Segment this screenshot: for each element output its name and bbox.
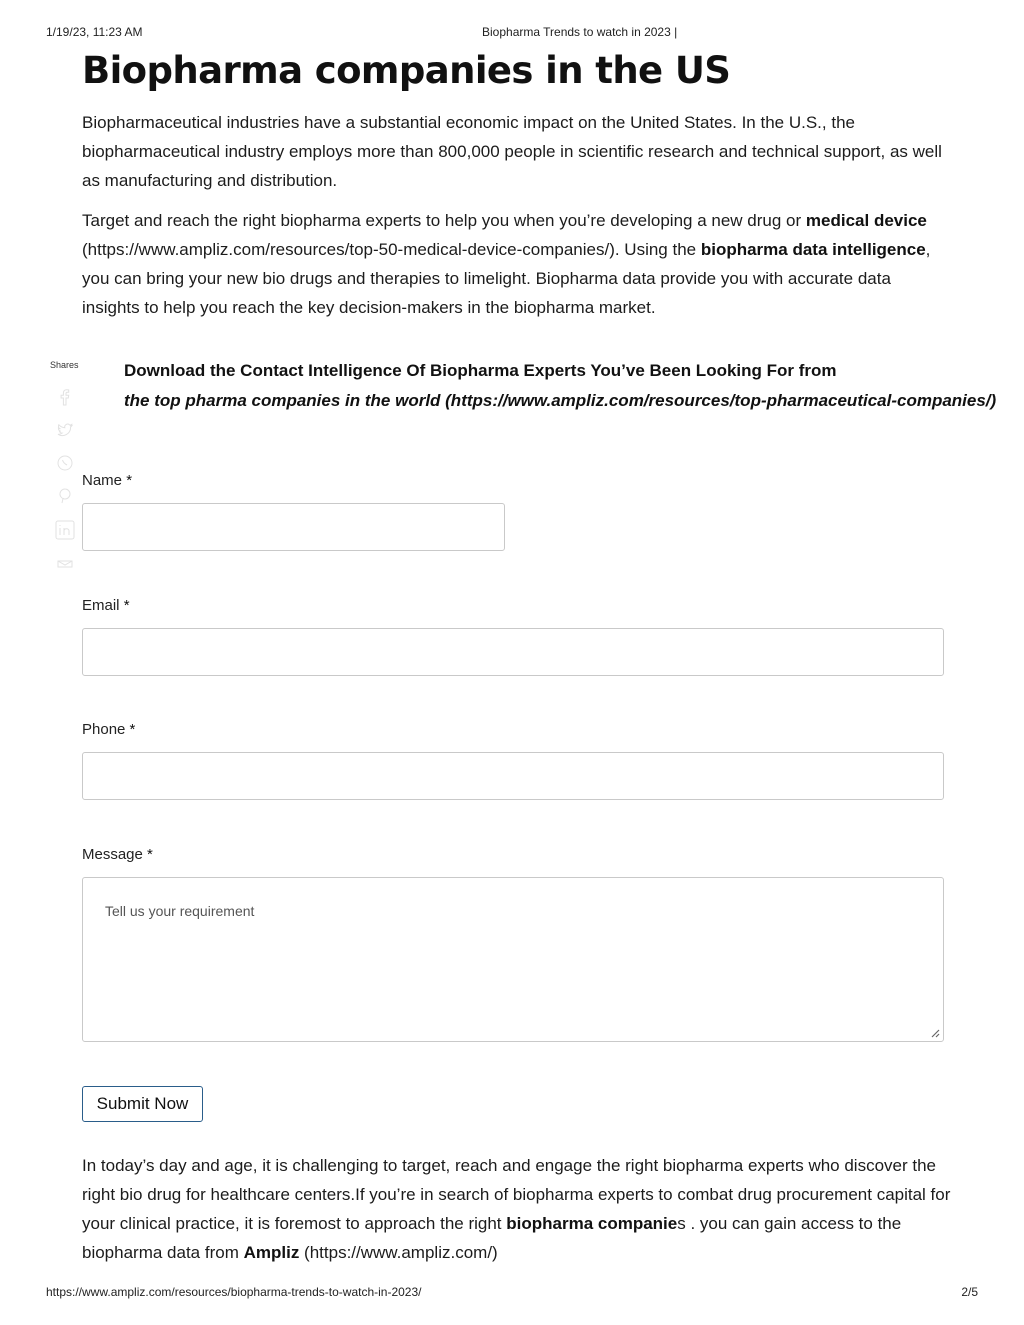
shares-label: Shares [50, 360, 79, 370]
name-required-mark: * [126, 472, 133, 489]
page-number: 2/5 [961, 1285, 978, 1299]
biopharma-data-intelligence-text: biopharma data intelligence [700, 240, 926, 259]
email-label-text: Email [82, 597, 120, 614]
closing-text-1: In today’s day and age, it is challenging to target, reach and engage the right biopharma experts who discover the right bio drug for healthcare centers.If you’re in search of biopharma experts to combat drug procurement capital for your clinical practice, it is foremost to approach the right [82, 1156, 951, 1233]
email-required-mark: * [123, 597, 130, 614]
print-datetime: 1/19/23, 11:23 AM [46, 25, 143, 39]
name-label-text: Name [82, 472, 123, 489]
print-page-title: Biopharma Trends to watch in 2023 | [482, 25, 678, 39]
message-label-text: Message [82, 846, 143, 863]
closing-text-3: (https://www.ampliz.com/) [299, 1243, 498, 1262]
closing-text-2: s . you can gain access to the biopharma data from [82, 1214, 902, 1262]
email-icon[interactable] [56, 553, 74, 571]
page-title: Biopharma companies in the US [82, 49, 731, 92]
top-pharma-companies-link[interactable]: the top pharma companies in the world (https://www.ampliz.com/resources/top-pharmaceutical-companies/) [124, 391, 997, 410]
pinterest-icon[interactable] [56, 487, 74, 505]
ampliz-link[interactable]: Ampliz [243, 1243, 300, 1262]
linkedin-icon[interactable] [55, 520, 75, 540]
submit-button[interactable]: Submit Now [82, 1086, 203, 1122]
target-text-3: , you can bring your new bio drugs and therapies to limelight. Biopharma data provide you with accurate data insights to help you reach the key decision-makers in the biopharma market. [82, 240, 931, 317]
message-placeholder: Tell us your requirement [105, 903, 255, 919]
name-field[interactable] [82, 503, 505, 551]
print-footer [46, 1285, 978, 1301]
share-bar [50, 360, 82, 370]
phone-label-text: Phone [82, 721, 126, 738]
intro-paragraph: Biopharmaceutical industries have a substantial economic impact on the United States. In the U.S., the biopharmaceutical industry employs more than 800,000 people in scientific research and technical support, as well as manufacturing and distribution. [82, 113, 942, 190]
message-textarea[interactable] [82, 877, 944, 1042]
message-label [82, 846, 153, 863]
article-content [82, 48, 952, 317]
phone-label [82, 721, 135, 738]
download-title: Download the Contact Intelligence Of Biopharma Experts You’ve Been Looking For from [124, 361, 837, 380]
closing-paragraph [82, 1151, 962, 1267]
phone-field[interactable] [82, 752, 944, 800]
download-callout [124, 356, 1004, 416]
target-paragraph [82, 206, 952, 322]
target-text-1: Target and reach the right biopharma experts to help you when you’re developing a new drug or [82, 211, 806, 230]
biopharma-companies-text: biopharma companie [506, 1214, 678, 1233]
email-label [82, 597, 130, 614]
twitter-icon[interactable] [56, 421, 74, 439]
print-header [46, 25, 978, 41]
medical-device-link[interactable]: medical device [805, 211, 927, 230]
name-label [82, 472, 132, 489]
message-required-mark: * [147, 846, 153, 863]
whatsapp-icon[interactable] [56, 454, 74, 472]
target-text-2: (https://www.ampliz.com/resources/top-50-medical-device-companies/). Using the [82, 240, 701, 259]
phone-required-mark: * [129, 721, 136, 738]
resize-handle-icon[interactable] [928, 1026, 940, 1038]
facebook-icon[interactable] [56, 388, 74, 406]
print-url: https://www.ampliz.com/resources/biopharma-trends-to-watch-in-2023/ [46, 1285, 422, 1299]
email-field[interactable] [82, 628, 944, 676]
